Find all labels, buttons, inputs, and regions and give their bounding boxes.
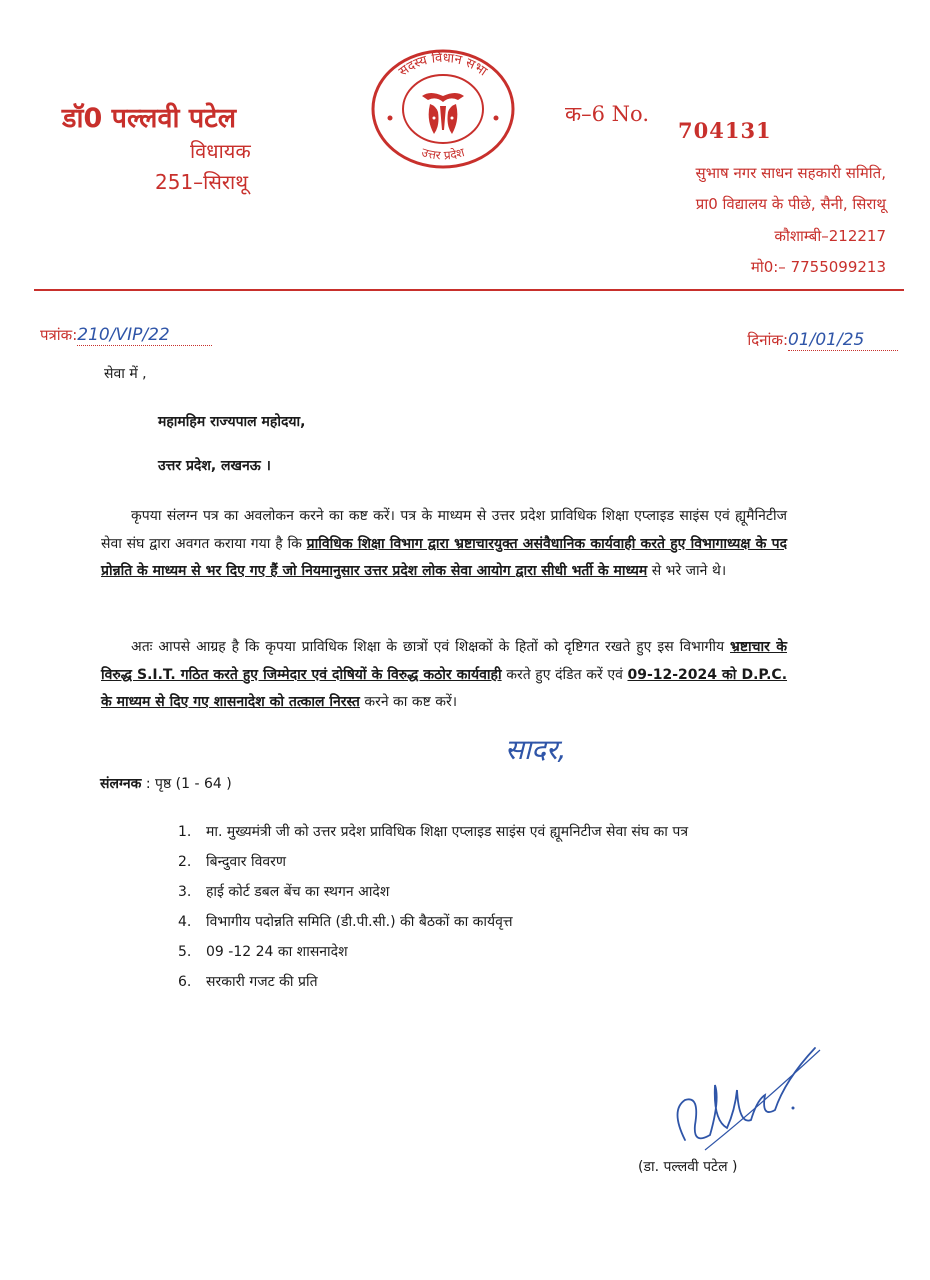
list-item: 1. मा. मुख्यमंत्री जी को उत्तर प्रदेश प्राविधिक शिक्षा एप्लाइड साइंस एवं ह्यूमनिटीज सेवा संघ का पत्र <box>178 824 689 840</box>
address-line: सुभाष नगर साधन सहकारी समिति, <box>695 164 886 182</box>
svg-text:उत्तर प्रदेश <box>420 145 467 163</box>
serial-number: 704131 <box>678 118 772 143</box>
seal-bottom-text: उत्तर प्रदेश <box>419 145 467 163</box>
list-item: 4. विभागीय पदोन्नति समिति (डी.पी.सी.) की बैठकों का कार्यवृत्त <box>178 914 513 930</box>
reference-label: पत्रांक: <box>40 326 78 344</box>
enclosure-label: संलग्नक <box>100 776 142 792</box>
serial-label: क–6 No. <box>565 102 649 126</box>
emphasis-text: 09-12-2024 को D.P.C. के माध्यम से दिए गए शासनादेश को तत्काल निरस्त <box>101 666 788 710</box>
enclosure-list <box>178 820 778 1000</box>
enclosure-pages: : पृष्ठ (1 - 64 ) <box>141 776 232 792</box>
constituency: 251–सिराथू <box>155 170 249 194</box>
list-item: 3. हाई कोर्ट डबल बेंच का स्थगन आदेश <box>178 884 390 900</box>
addressee-line: महामहिम राज्यपाल महोदया, <box>158 414 306 430</box>
assembly-seal-emblem <box>370 48 516 170</box>
body-paragraph: कृपया संलग्न पत्र का अवलोकन करने का कष्ट करें। पत्र के माध्यम से उत्तर प्रदेश प्राविधिक शिक्षा एप्लाइड साइंस एवं ह्यूमैनिटीज सेवा संघ द्वारा अवगत कराया गया है कि प्राविधिक शिक्षा विभाग द्वारा भ्रष्टाचारयुक्त असंवैधानिक कार्यवाही करते हुए विभागाध्यक्ष के पद प्रोन्नति के माध्यम से भर दिए गए हैं जो नियमानुसार उत्तर प्रदेश लोक सेवा आयोग द्वारा सीधी भर्ती के माध्यम से भरे जाने थे। <box>101 508 787 579</box>
fish-emblem-icon <box>422 93 464 134</box>
handwritten-signature <box>665 1040 835 1160</box>
handwritten-note: सादर, <box>505 733 567 766</box>
list-item: 5. 09 -12 24 का शासनादेश <box>178 944 348 960</box>
signatory-name: (डा. पल्लवी पटेल ) <box>638 1159 738 1175</box>
date-value: 01/01/25 <box>788 330 865 350</box>
enclosure-line <box>100 774 232 793</box>
reference-value: 210/VIP/22 <box>77 325 170 345</box>
addressee-line: उत्तर प्रदेश, लखनऊ । <box>158 458 271 474</box>
date-line <box>747 330 898 351</box>
salutation: सेवा में , <box>104 366 147 382</box>
body-paragraph: अतः आपसे आग्रह है कि कृपया प्राविधिक शिक्षा के छात्रों एवं शिक्षकों के हितों को दृष्टिगत रखते हुए इस विभागीय भ्रष्टाचार के विरुद्ध S.I.T. गठित करते हुए जिम्मेदार एवं दोषियों के विरुद्ध कठोर कार्यवाही करते हुए दंडित करें एवं 09-12-2024 को D.P.C. के माध्यम से दिए गए शासनादेश को तत्काल निरस्त करने का कष्ट करें। <box>101 639 788 710</box>
address-line: कौशाम्बी–212217 <box>774 227 886 245</box>
designation: विधायक <box>190 139 251 163</box>
emphasis-text: प्राविधिक शिक्षा विभाग द्वारा भ्रष्टाचारयुक्त असंवैधानिक कार्यवाही करते हुए विभागाध्यक्ष के पद प्रोन्नति के माध्यम से भर दिए गए हैं जो नियमानुसार उत्तर प्रदेश लोक सेवा आयोग द्वारा सीधी भर्ती के माध्यम <box>101 535 787 579</box>
list-item: 2. बिन्दुवार विवरण <box>178 854 287 870</box>
date-label: दिनांक: <box>747 331 788 349</box>
emphasis-text: भ्रष्टाचार के विरुद्ध S.I.T. गठित करते हुए जिम्मेदार एवं दोषियों के विरुद्ध कठोर कार्यवाही <box>101 639 787 683</box>
legislator-name: डॉ0 पल्लवी पटेल <box>62 103 237 134</box>
address-line: प्रा0 विद्यालय के पीछे, सैनी, सिराथू <box>695 195 886 213</box>
mobile-number: मो0:– 7755099213 <box>750 258 886 276</box>
letterhead-divider <box>34 289 904 291</box>
reference-line <box>40 325 212 346</box>
seal-top-text: सदस्य विधान सभा <box>396 50 490 80</box>
list-item: 6. सरकारी गजट की प्रति <box>178 974 318 990</box>
